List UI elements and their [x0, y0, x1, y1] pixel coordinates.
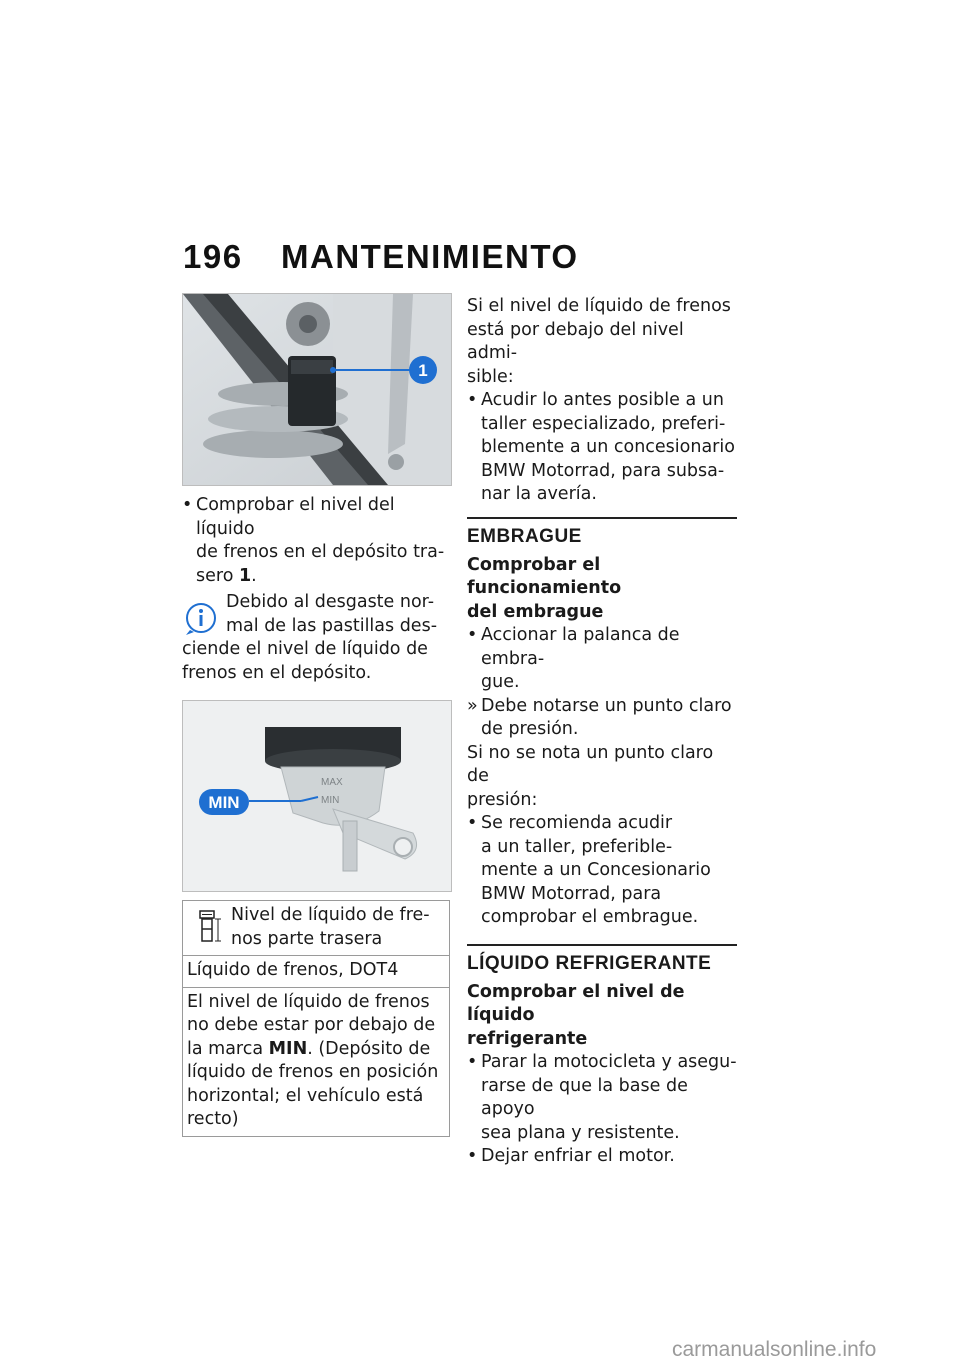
spec-fluid-type-row: Líquido de frenos, DOT4: [183, 955, 449, 987]
spec-min-level-row: El nivel de líquido de frenos no debe estar por debajo de la marca MIN. (Depósito de líquido de frenos en posición horizontal; el vehículo está recto): [183, 987, 449, 1136]
gauge-level-icon: [197, 909, 223, 945]
left-column: [182, 293, 452, 1137]
section-title-coolant: LÍQUIDO REFRIGERANTE: [467, 952, 712, 974]
section-title: MANTENIMIENTO: [281, 238, 579, 275]
visit-workshop-bullet: • Acudir lo antes posible a un taller especializado, preferi- blemente a un concesionario BMW Motorrad, para subsa- nar la avería.: [467, 389, 737, 507]
operate-clutch-lever-bullet: • Accionar la palanca de embra- gue.: [467, 624, 737, 695]
reservoir-min-illustration: [183, 701, 451, 891]
pad-wear-note: Debido al desgaste nor- mal de las pastillas des- ciende el nivel de líquido de frenos en el depósito.: [182, 592, 438, 683]
rear-reservoir-illustration: [183, 294, 451, 485]
watermark-footer: carmanualsonline.info: [672, 1338, 877, 1361]
page-header: [183, 238, 579, 276]
figure1-callout-number: 1: [418, 361, 428, 380]
brake-reservoir-level-photo: [182, 700, 452, 892]
brake-fluid-spec-table: [182, 900, 450, 1137]
cool-engine-bullet: • Dejar enfriar el motor.: [467, 1145, 737, 1169]
low-fluid-intro: Si el nivel de líquido de frenos está por debajo del nivel admi- sible:: [467, 296, 731, 387]
pressure-point-result: » Debe notarse un punto claro de presión.: [467, 695, 737, 742]
section-title-clutch: EMBRAGUE: [467, 525, 582, 547]
check-rear-fluid-bullet: • Comprobar el nivel del líquido de frenos en el depósito tra- sero 1.: [182, 494, 452, 588]
scale-max-mark: MAX: [321, 777, 343, 788]
right-column: [467, 295, 737, 1169]
subsection-title-coolant-check: Comprobar el nivel de líquido refrigerante: [467, 981, 685, 1049]
park-motorcycle-bullet: • Parar la motocicleta y asegu- rarse de que la base de apoyo sea plana y resistente.: [467, 1051, 737, 1145]
min-callout-label: MIN: [208, 793, 240, 812]
no-pressure-point-text: Si no se nota un punto claro de presión:: [467, 742, 714, 810]
brake-reservoir-rear-photo: [182, 293, 452, 486]
section-divider-clutch: [467, 517, 737, 519]
spec-title-row: Nivel de líquido de fre- nos parte trasera: [183, 901, 449, 955]
recommend-workshop-bullet: • Se recomienda acudir a un taller, preferible- mente a un Concesionario BMW Motorrad, para comprobar el embrague.: [467, 812, 737, 930]
section-divider-coolant: [467, 944, 737, 946]
page-number: 196: [183, 238, 243, 275]
scale-min-mark: MIN: [321, 795, 340, 806]
info-icon: [182, 599, 220, 637]
subsection-title-clutch-check: Comprobar el funcionamiento del embrague: [467, 554, 622, 622]
